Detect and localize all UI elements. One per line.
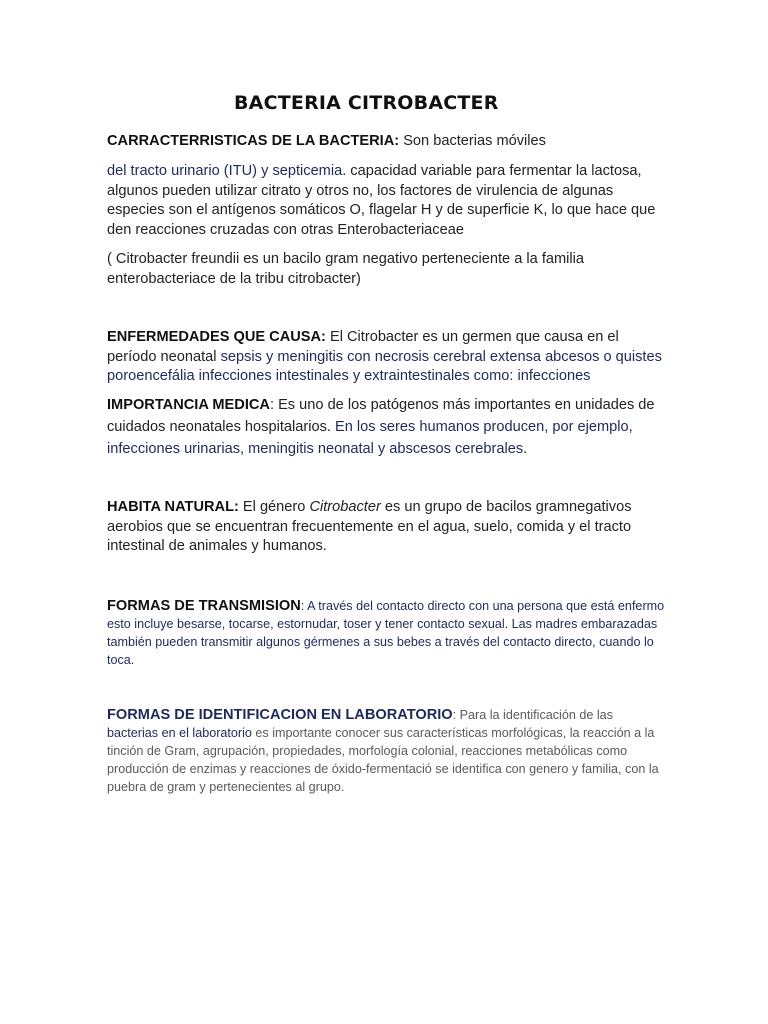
enfermedades-text-2: sepsis y meningitis con necrosis cerebral extensa abcesos o quistes poroencefália infecciones intestinales y extraintestinales como: infecciones: [107, 348, 662, 384]
caracteristicas-link-text: del tracto urinario (ITU) y septicemia: [107, 163, 343, 179]
transmision-label: FORMAS DE TRANSMISION: [107, 598, 301, 614]
enfermedades-paragraph: [107, 328, 667, 387]
habita-paragraph: [107, 498, 667, 557]
identificacion-link: bacterias en el laboratorio: [107, 726, 252, 740]
habita-label: HABITA NATURAL:: [107, 499, 239, 515]
enfermedades-text-1: El Citrobacter es un germen que causa en el período neonatal: [107, 329, 619, 365]
habita-italic: Citrobacter: [309, 499, 381, 515]
citrobacter-note: ( Citrobacter freundii es un bacilo gram negativo perteneciente a la familia enterobacteriace de la tribu citrobacter): [107, 251, 584, 287]
importancia-text-1: : Es uno de los patógenos más importantes en unidades de cuidados neonatales hospitalarios.: [107, 397, 655, 435]
caracteristicas-intro: [107, 132, 667, 152]
transmision-text: : A través del contacto directo con una persona que está enfermo esto incluye besarse, tocarse, estornudar, toser y tener contacto sexual. Las madres embarazadas también pueden transmitir algunos gérmenes a sus bebes a través del contacto directo, cuando lo toca.: [107, 599, 665, 667]
enfermedades-label: ENFERMEDADES QUE CAUSA:: [107, 329, 326, 345]
transmision-paragraph: [107, 597, 667, 669]
importancia-end: .: [523, 440, 528, 457]
identificacion-text-2: es importante conocer sus características morfológicas, la reacción a la tinción de Gram, agrupación, propiedades, morfología colonial, reacciones metabólicas como producción de enzimas y reacciones de óxido-fermentació se identifica con genero y familia, con la puebra de gram y pertenecientes al grupo.: [107, 726, 659, 794]
identificacion-text-1: : Para la identificación de las: [452, 708, 613, 722]
caracteristicas-intro-text: Son bacterias móviles: [399, 133, 546, 149]
caracteristicas-paragraph: [107, 162, 667, 240]
identificacion-label: FORMAS DE IDENTIFICACION EN LABORATORIO: [107, 707, 453, 723]
habita-text-2: es un grupo de bacilos gramnegativos aerobios que se encuentran frecuentemente en el agua, suelo, comida y el tracto intestinal de animales y humanos.: [107, 499, 632, 554]
identificacion-paragraph: [107, 706, 667, 796]
habita-text-1: El género: [238, 499, 310, 515]
caracteristicas-body: . capacidad variable para fermentar la lactosa, algunos pueden utilizar citrato y otros no, los factores de virulencia de algunas especies son el antígenos somáticos O, flagelar H y de superficie K, lo que hace que den reacciones cruzadas con otras Enterobacteriaceae: [107, 163, 656, 238]
caracteristicas-label: CARRACTERRISTICAS DE LA BACTERIA:: [107, 133, 400, 149]
importancia-paragraph: [107, 396, 667, 460]
document-title: BACTERIA CITROBACTER: [234, 92, 499, 114]
importancia-label: IMPORTANCIA MEDICA: [107, 397, 270, 413]
importancia-text-2: En los seres humanos producen, por ejemplo, infecciones urinarias, meningitis neonatal y abscesos cerebrales: [107, 418, 633, 457]
